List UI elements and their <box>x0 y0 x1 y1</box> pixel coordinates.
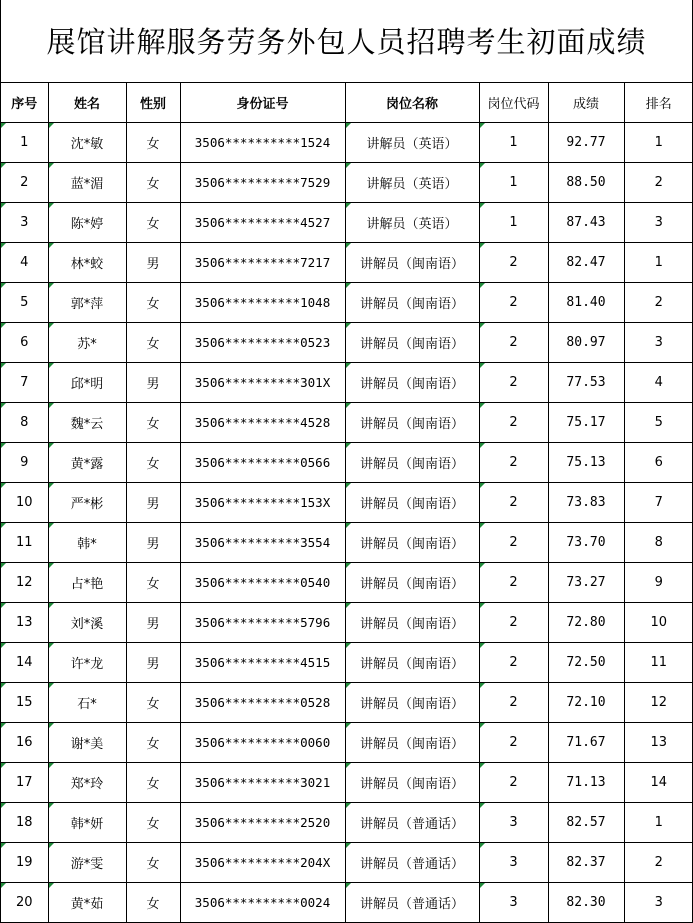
score-cell: 73.27 <box>548 563 624 603</box>
table-row <box>1 243 693 283</box>
id-number-cell: 3506**********301X <box>180 363 345 403</box>
table-row <box>1 563 693 603</box>
header-score: 成绩 <box>548 83 624 123</box>
score-cell: 80.97 <box>548 323 624 363</box>
position-name-cell: 讲解员（闽南语） <box>345 643 479 683</box>
position-name-cell: 讲解员（闽南语） <box>345 563 479 603</box>
name-cell: 邱*明 <box>48 363 126 403</box>
rank-cell: 5 <box>624 403 693 443</box>
table-row <box>1 323 693 363</box>
name-cell: 游*雯 <box>48 843 126 883</box>
position-code-cell: 2 <box>479 443 548 483</box>
name-cell: 黄*茹 <box>48 883 126 923</box>
gender-cell: 女 <box>126 723 180 763</box>
name-cell: 魏*云 <box>48 403 126 443</box>
gender-cell: 女 <box>126 443 180 483</box>
score-cell: 88.50 <box>548 163 624 203</box>
position-code-cell: 2 <box>479 523 548 563</box>
position-code-cell: 2 <box>479 363 548 403</box>
seq-cell: 18 <box>1 803 48 843</box>
rank-cell: 14 <box>624 763 693 803</box>
position-name-cell: 讲解员（闽南语） <box>345 363 479 403</box>
id-number-cell: 3506**********0528 <box>180 683 345 723</box>
id-number-cell: 3506**********0523 <box>180 323 345 363</box>
position-code-cell: 3 <box>479 803 548 843</box>
id-number-cell: 3506**********1524 <box>180 123 345 163</box>
position-name-cell: 讲解员（闽南语） <box>345 683 479 723</box>
score-cell: 72.50 <box>548 643 624 683</box>
id-number-cell: 3506**********7529 <box>180 163 345 203</box>
position-name-cell: 讲解员（闽南语） <box>345 723 479 763</box>
position-name-cell: 讲解员（闽南语） <box>345 323 479 363</box>
gender-cell: 女 <box>126 563 180 603</box>
id-number-cell: 3506**********3021 <box>180 763 345 803</box>
name-cell: 陈*婷 <box>48 203 126 243</box>
id-number-cell: 3506**********0540 <box>180 563 345 603</box>
gender-cell: 男 <box>126 523 180 563</box>
seq-cell: 17 <box>1 763 48 803</box>
seq-cell: 4 <box>1 243 48 283</box>
seq-cell: 6 <box>1 323 48 363</box>
gender-cell: 女 <box>126 203 180 243</box>
results-table <box>1 83 693 923</box>
name-cell: 石* <box>48 683 126 723</box>
rank-cell: 3 <box>624 323 693 363</box>
rank-cell: 1 <box>624 803 693 843</box>
rank-cell: 2 <box>624 283 693 323</box>
rank-cell: 1 <box>624 243 693 283</box>
seq-cell: 16 <box>1 723 48 763</box>
header-position-code: 岗位代码 <box>479 83 548 123</box>
gender-cell: 女 <box>126 843 180 883</box>
id-number-cell: 3506**********153X <box>180 483 345 523</box>
header-row <box>1 83 693 123</box>
score-cell: 75.13 <box>548 443 624 483</box>
rank-cell: 8 <box>624 523 693 563</box>
score-cell: 73.83 <box>548 483 624 523</box>
gender-cell: 男 <box>126 483 180 523</box>
position-code-cell: 2 <box>479 643 548 683</box>
gender-cell: 女 <box>126 763 180 803</box>
rank-cell: 2 <box>624 163 693 203</box>
score-cell: 81.40 <box>548 283 624 323</box>
score-cell: 71.13 <box>548 763 624 803</box>
position-name-cell: 讲解员（闽南语） <box>345 283 479 323</box>
id-number-cell: 3506**********0566 <box>180 443 345 483</box>
gender-cell: 男 <box>126 363 180 403</box>
score-cell: 82.37 <box>548 843 624 883</box>
name-cell: 郑*玲 <box>48 763 126 803</box>
gender-cell: 女 <box>126 683 180 723</box>
position-code-cell: 1 <box>479 123 548 163</box>
gender-cell: 女 <box>126 883 180 923</box>
table-body <box>1 123 693 923</box>
header-position-name: 岗位名称 <box>345 83 479 123</box>
id-number-cell: 3506**********4515 <box>180 643 345 683</box>
header-seq: 序号 <box>1 83 48 123</box>
header-id-number: 身份证号 <box>180 83 345 123</box>
position-name-cell: 讲解员（普通话） <box>345 883 479 923</box>
position-code-cell: 2 <box>479 603 548 643</box>
rank-cell: 7 <box>624 483 693 523</box>
name-cell: 沈*敏 <box>48 123 126 163</box>
position-code-cell: 2 <box>479 483 548 523</box>
gender-cell: 男 <box>126 243 180 283</box>
score-cell: 77.53 <box>548 363 624 403</box>
position-name-cell: 讲解员（普通话） <box>345 803 479 843</box>
id-number-cell: 3506**********204X <box>180 843 345 883</box>
table-row <box>1 363 693 403</box>
name-cell: 谢*美 <box>48 723 126 763</box>
seq-cell: 11 <box>1 523 48 563</box>
seq-cell: 13 <box>1 603 48 643</box>
seq-cell: 5 <box>1 283 48 323</box>
position-name-cell: 讲解员（闽南语） <box>345 403 479 443</box>
table-row <box>1 683 693 723</box>
seq-cell: 10 <box>1 483 48 523</box>
seq-cell: 20 <box>1 883 48 923</box>
gender-cell: 女 <box>126 163 180 203</box>
gender-cell: 女 <box>126 123 180 163</box>
position-code-cell: 1 <box>479 203 548 243</box>
rank-cell: 11 <box>624 643 693 683</box>
rank-cell: 12 <box>624 683 693 723</box>
table-row <box>1 843 693 883</box>
table-row <box>1 883 693 923</box>
gender-cell: 男 <box>126 643 180 683</box>
score-cell: 92.77 <box>548 123 624 163</box>
name-cell: 郭*萍 <box>48 283 126 323</box>
seq-cell: 3 <box>1 203 48 243</box>
rank-cell: 2 <box>624 843 693 883</box>
id-number-cell: 3506**********4527 <box>180 203 345 243</box>
gender-cell: 女 <box>126 323 180 363</box>
seq-cell: 7 <box>1 363 48 403</box>
name-cell: 黄*露 <box>48 443 126 483</box>
gender-cell: 女 <box>126 403 180 443</box>
name-cell: 韩* <box>48 523 126 563</box>
header-rank: 排名 <box>624 83 693 123</box>
position-code-cell: 3 <box>479 843 548 883</box>
id-number-cell: 3506**********5796 <box>180 603 345 643</box>
score-cell: 82.30 <box>548 883 624 923</box>
position-code-cell: 3 <box>479 883 548 923</box>
position-code-cell: 2 <box>479 243 548 283</box>
seq-cell: 14 <box>1 643 48 683</box>
position-code-cell: 2 <box>479 723 548 763</box>
name-cell: 苏* <box>48 323 126 363</box>
score-cell: 87.43 <box>548 203 624 243</box>
seq-cell: 12 <box>1 563 48 603</box>
seq-cell: 1 <box>1 123 48 163</box>
rank-cell: 1 <box>624 123 693 163</box>
table-row <box>1 163 693 203</box>
id-number-cell: 3506**********3554 <box>180 523 345 563</box>
rank-cell: 3 <box>624 203 693 243</box>
name-cell: 刘*溪 <box>48 603 126 643</box>
page-title: 展馆讲解服务劳务外包人员招聘考生初面成绩 <box>1 0 692 83</box>
gender-cell: 男 <box>126 603 180 643</box>
name-cell: 蓝*湄 <box>48 163 126 203</box>
table-row <box>1 763 693 803</box>
name-cell: 严*彬 <box>48 483 126 523</box>
name-cell: 占*艳 <box>48 563 126 603</box>
id-number-cell: 3506**********4528 <box>180 403 345 443</box>
seq-cell: 15 <box>1 683 48 723</box>
score-cell: 82.47 <box>548 243 624 283</box>
rank-cell: 13 <box>624 723 693 763</box>
name-cell: 韩*妍 <box>48 803 126 843</box>
position-code-cell: 2 <box>479 323 548 363</box>
table-row <box>1 203 693 243</box>
id-number-cell: 3506**********1048 <box>180 283 345 323</box>
rank-cell: 10 <box>624 603 693 643</box>
table-row <box>1 603 693 643</box>
position-code-cell: 2 <box>479 403 548 443</box>
gender-cell: 女 <box>126 283 180 323</box>
table-row <box>1 723 693 763</box>
header-name: 姓名 <box>48 83 126 123</box>
score-cell: 72.10 <box>548 683 624 723</box>
id-number-cell: 3506**********2520 <box>180 803 345 843</box>
seq-cell: 8 <box>1 403 48 443</box>
position-code-cell: 2 <box>479 283 548 323</box>
position-code-cell: 1 <box>479 163 548 203</box>
score-cell: 72.80 <box>548 603 624 643</box>
position-name-cell: 讲解员（闽南语） <box>345 763 479 803</box>
table-row <box>1 523 693 563</box>
table-row <box>1 283 693 323</box>
id-number-cell: 3506**********0060 <box>180 723 345 763</box>
position-name-cell: 讲解员（闽南语） <box>345 603 479 643</box>
table-row <box>1 443 693 483</box>
position-name-cell: 讲解员（闽南语） <box>345 443 479 483</box>
position-code-cell: 2 <box>479 563 548 603</box>
score-cell: 73.70 <box>548 523 624 563</box>
position-name-cell: 讲解员（普通话） <box>345 843 479 883</box>
position-code-cell: 2 <box>479 763 548 803</box>
score-cell: 82.57 <box>548 803 624 843</box>
position-name-cell: 讲解员（闽南语） <box>345 483 479 523</box>
position-code-cell: 2 <box>479 683 548 723</box>
seq-cell: 2 <box>1 163 48 203</box>
position-name-cell: 讲解员（英语） <box>345 163 479 203</box>
score-cell: 75.17 <box>548 403 624 443</box>
table-row <box>1 803 693 843</box>
rank-cell: 6 <box>624 443 693 483</box>
seq-cell: 19 <box>1 843 48 883</box>
name-cell: 林*蛟 <box>48 243 126 283</box>
rank-cell: 9 <box>624 563 693 603</box>
table-row <box>1 643 693 683</box>
seq-cell: 9 <box>1 443 48 483</box>
header-gender: 性别 <box>126 83 180 123</box>
rank-cell: 3 <box>624 883 693 923</box>
position-name-cell: 讲解员（英语） <box>345 203 479 243</box>
gender-cell: 女 <box>126 803 180 843</box>
id-number-cell: 3506**********0024 <box>180 883 345 923</box>
position-name-cell: 讲解员（英语） <box>345 123 479 163</box>
name-cell: 许*龙 <box>48 643 126 683</box>
id-number-cell: 3506**********7217 <box>180 243 345 283</box>
position-name-cell: 讲解员（闽南语） <box>345 243 479 283</box>
score-cell: 71.67 <box>548 723 624 763</box>
table-row <box>1 483 693 523</box>
table-row <box>1 123 693 163</box>
table-row <box>1 403 693 443</box>
position-name-cell: 讲解员（闽南语） <box>345 523 479 563</box>
rank-cell: 4 <box>624 363 693 403</box>
